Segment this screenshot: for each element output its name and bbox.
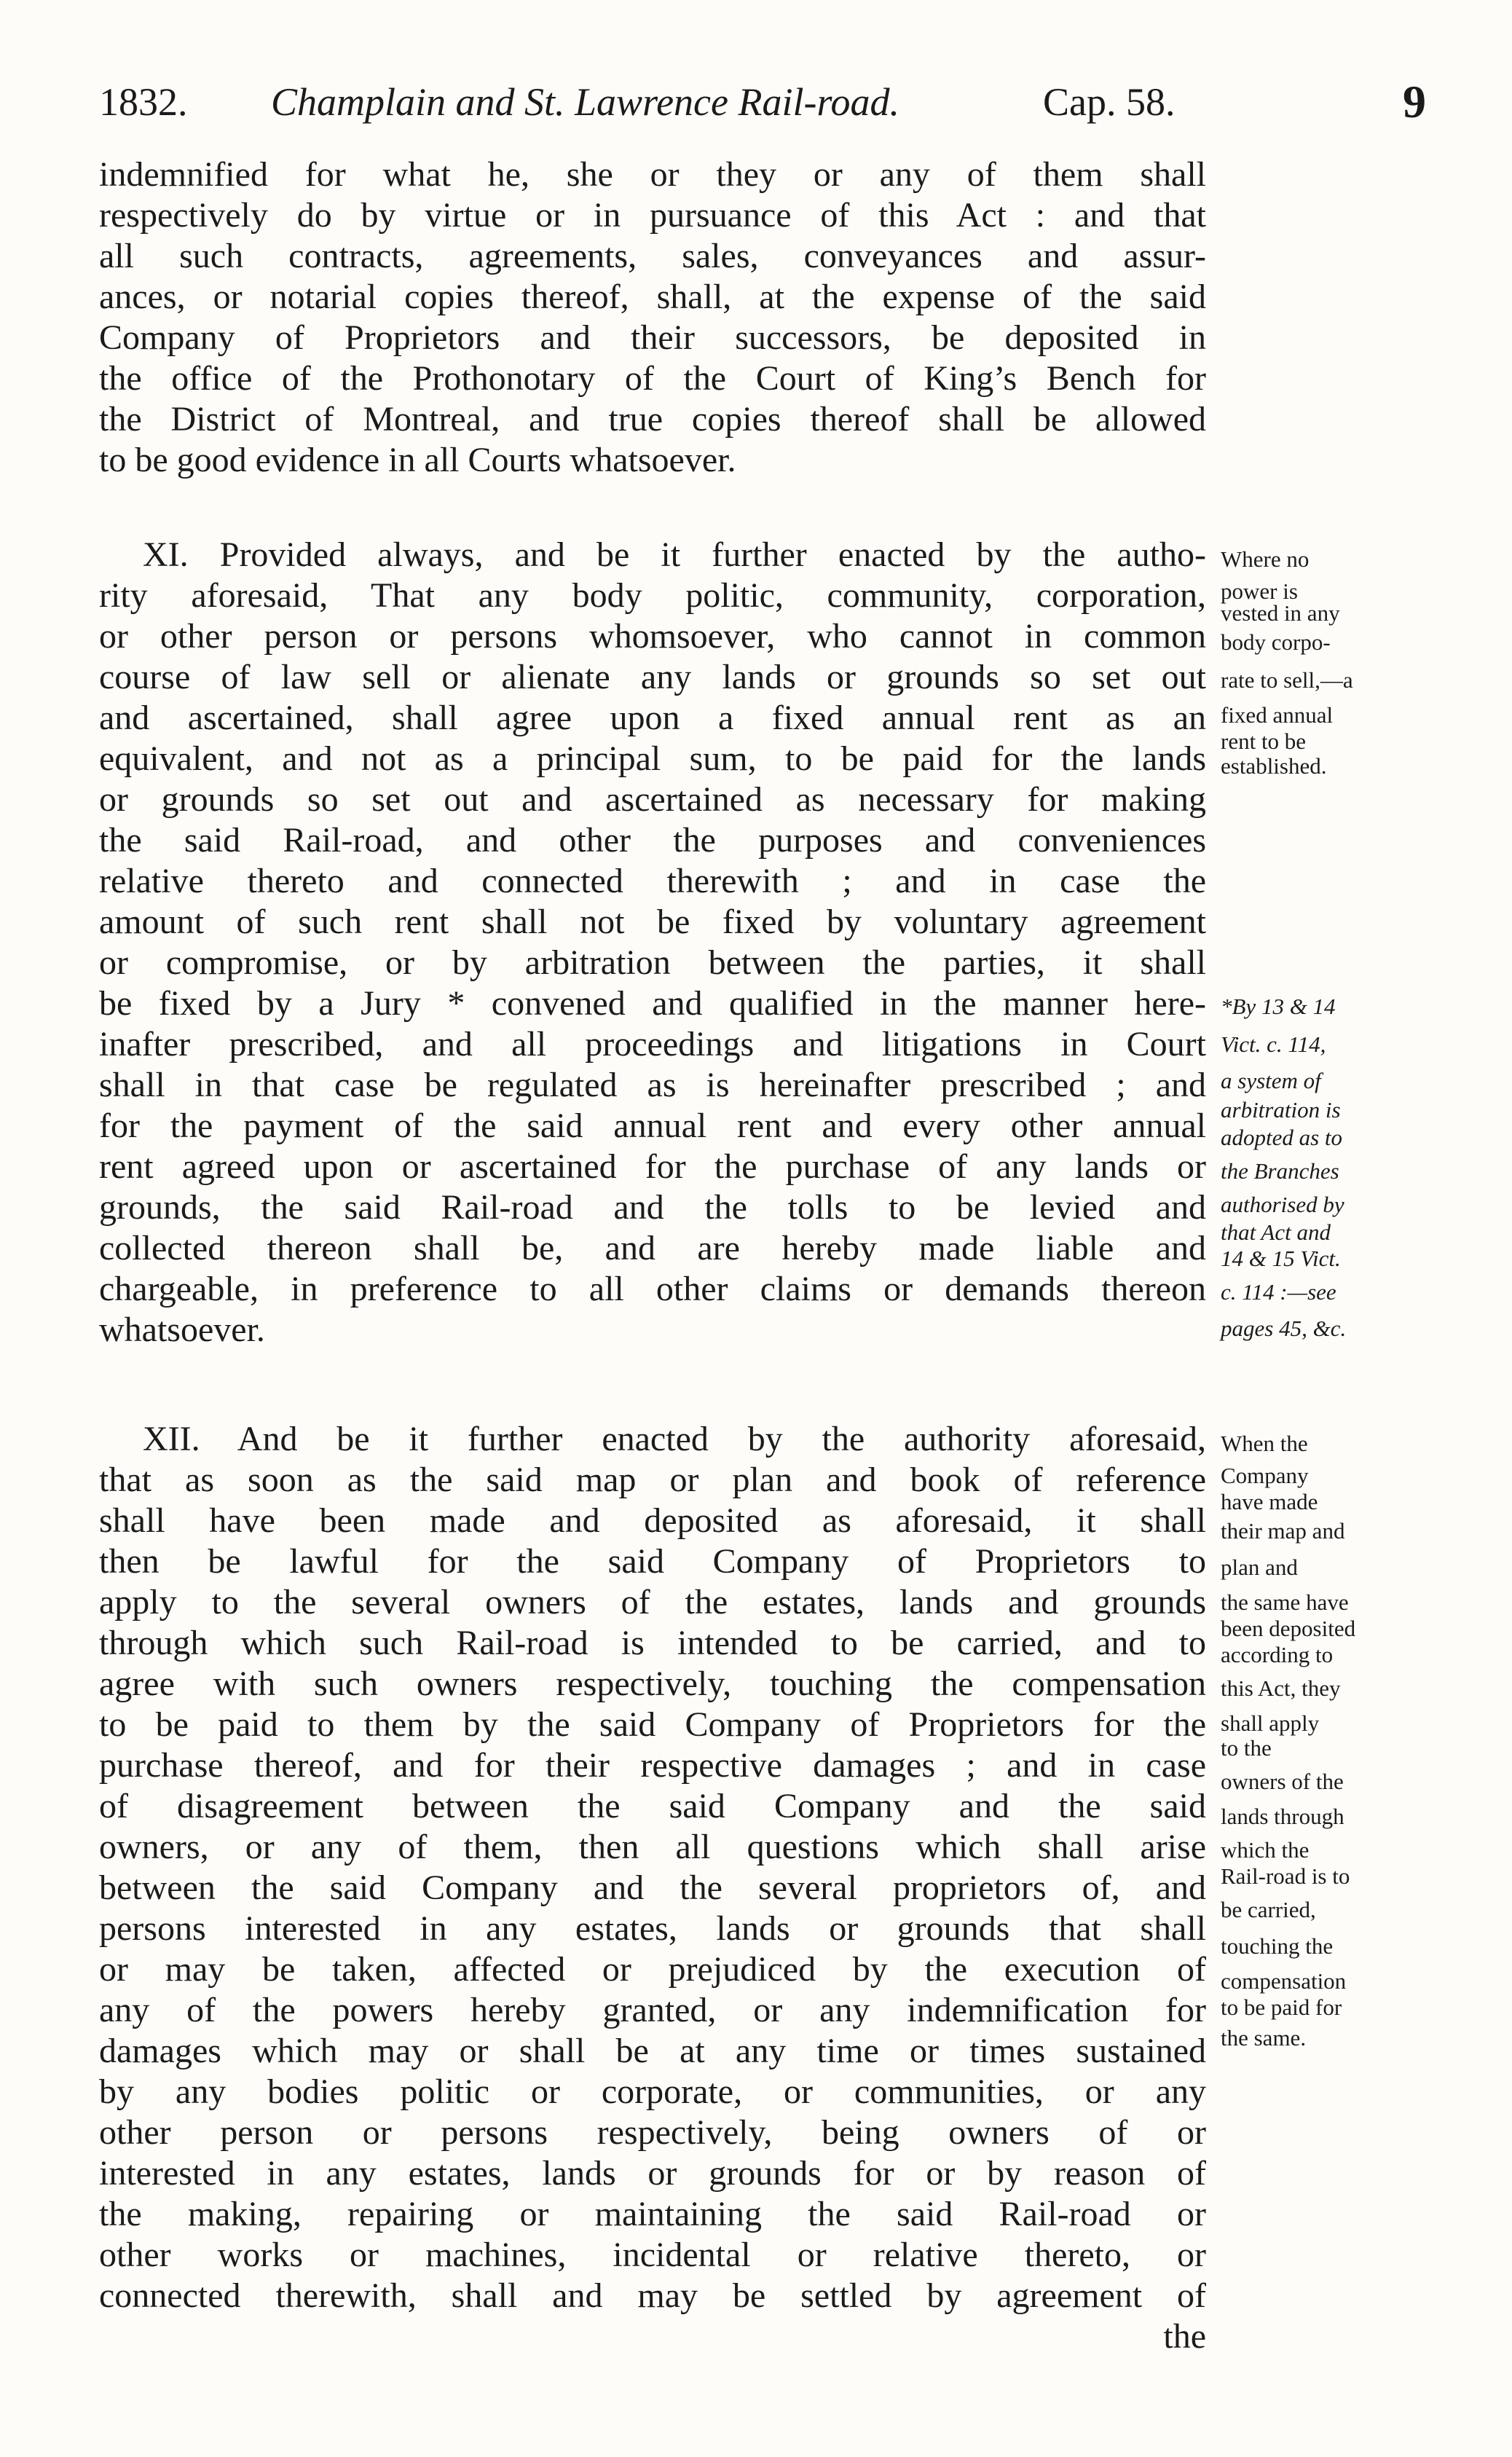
running-header: [99, 73, 1426, 131]
body-line: to be paid to them by the said Company of Proprietors for the: [99, 1705, 1206, 1744]
margin-note-line: rent to be: [1221, 728, 1307, 754]
margin-note-line: 14 & 15 Vict.: [1221, 1246, 1341, 1271]
margin-note-line: vested in any: [1221, 600, 1340, 626]
body-line: or compromise, or by arbitration between the parties, it shall: [99, 943, 1206, 982]
margin-note-line: Vict. c. 114,: [1221, 1031, 1326, 1057]
body-line: relative thereto and connected therewith ; and in case the: [99, 862, 1206, 900]
margin-note-line: their map and: [1221, 1518, 1345, 1544]
margin-note-line: the same.: [1221, 2025, 1307, 2051]
body-line: indemnified for what he, she or they or any of them shall: [99, 155, 1206, 194]
margin-note-line: the Branches: [1221, 1158, 1339, 1184]
body-line: the said Rail-road, and other the purposes and conveniences: [99, 821, 1206, 860]
margin-note-line: have made: [1221, 1489, 1318, 1514]
body-line: be fixed by a Jury * convened and qualified in the manner here-: [99, 984, 1206, 1023]
margin-note-line: be carried,: [1221, 1897, 1316, 1922]
body-line: for the payment of the said annual rent and every other annual: [99, 1106, 1206, 1145]
section-xii-line: XII. And be it further enacted by the authority aforesaid,: [143, 1420, 1206, 1458]
margin-note-line: plan and: [1221, 1554, 1298, 1580]
body-line: purchase thereof, and for their respective damages ; and in case: [99, 1746, 1206, 1785]
body-line: the District of Montreal, and true copies thereof shall be allowed: [99, 400, 1206, 439]
margin-note-line: this Act, they: [1221, 1675, 1341, 1701]
body-line: amount of such rent shall not be fixed by voluntary agreement: [99, 903, 1206, 941]
section-xi-line: XI. Provided always, and be it further enacted by the autho-: [143, 535, 1206, 574]
margin-note-line: that Act and: [1221, 1219, 1331, 1245]
body-line: course of law sell or alienate any lands or grounds so set out: [99, 658, 1206, 696]
body-line: other person or persons respectively, being owners of or: [99, 2113, 1206, 2152]
body-line: or grounds so set out and ascertained as necessary for making: [99, 780, 1206, 819]
body-line: interested in any estates, lands or grounds for or by reason of: [99, 2154, 1206, 2193]
margin-note-line: fixed annual: [1221, 702, 1334, 728]
page-number: 9: [1403, 76, 1426, 127]
margin-note-line: to be paid for: [1221, 1994, 1342, 2020]
body-line: whatsoever.: [99, 1310, 265, 1349]
body-line: or other person or persons whomsoever, who cannot in common: [99, 617, 1206, 656]
margin-note-line: When the: [1221, 1431, 1308, 1456]
margin-note-line: body corpo-: [1221, 629, 1331, 655]
margin-note-line: shall apply: [1221, 1710, 1320, 1736]
margin-note-line: authorised by: [1221, 1192, 1344, 1217]
header-year: 1832.: [99, 80, 188, 124]
margin-note-line: compensation: [1221, 1968, 1347, 1994]
margin-note-line: Where no: [1221, 546, 1310, 572]
body-line: rent agreed upon or ascertained for the purchase of any lands or: [99, 1147, 1206, 1186]
margin-note-line: been deposited: [1221, 1616, 1356, 1641]
body-line: then be lawful for the said Company of Proprietors to: [99, 1542, 1206, 1581]
margin-note-line: which the: [1221, 1837, 1310, 1863]
margin-note-line: c. 114 :—see: [1221, 1279, 1336, 1305]
body-line: chargeable, in preference to all other claims or demands thereon: [99, 1270, 1206, 1308]
margin-note-line: the same have: [1221, 1589, 1349, 1615]
body-line: other works or machines, incidental or relative thereto, or: [99, 2236, 1206, 2274]
body-line: equivalent, and not as a principal sum, to be paid for the lands: [99, 739, 1206, 778]
body-line: the making, repairing or maintaining the said Rail-road or: [99, 2195, 1206, 2233]
body-line: any of the powers hereby granted, or any indemnification for: [99, 1991, 1206, 2029]
body-line: rity aforesaid, That any body politic, community, corporation,: [99, 576, 1206, 615]
margin-note-line: to the: [1221, 1735, 1272, 1761]
body-line: all such contracts, agreements, sales, conveyances and assur-: [99, 237, 1206, 275]
header-title: Champlain and St. Lawrence Rail-road.: [271, 80, 899, 124]
margin-note-line: established.: [1221, 753, 1327, 779]
body-line: to be good evidence in all Courts whatsoever.: [99, 441, 736, 479]
body-line: of disagreement between the said Company and the said: [99, 1787, 1206, 1825]
body-line: damages which may or shall be at any time or times sustained: [99, 2032, 1206, 2070]
margin-note-line: pages 45, &c.: [1221, 1316, 1347, 1341]
body-line: owners, or any of them, then all questions which shall arise: [99, 1828, 1206, 1866]
margin-note-line: Rail-road is to: [1221, 1863, 1350, 1889]
margin-note-line: arbitration is: [1221, 1097, 1341, 1123]
body-line: inafter prescribed, and all proceedings and litigations in Court: [99, 1025, 1206, 1064]
body-line: between the said Company and the several proprietors of, and: [99, 1868, 1206, 1907]
body-line: shall in that case be regulated as is hereinafter prescribed ; and: [99, 1066, 1206, 1104]
margin-note-line: a system of: [1221, 1068, 1321, 1093]
margin-note-line: power is: [1221, 578, 1298, 604]
margin-note-line: rate to sell,—a: [1221, 667, 1353, 693]
margin-note-line: touching the: [1221, 1933, 1334, 1959]
body-line: collected thereon shall be, and are hereby made liable and: [99, 1229, 1206, 1267]
body-line: connected therewith, shall and may be settled by agreement of: [99, 2276, 1206, 2315]
body-line: Company of Proprietors and their successors, be deposited in: [99, 318, 1206, 357]
body-line: persons interested in any estates, lands or grounds that shall: [99, 1909, 1206, 1948]
margin-note-line: *By 13 & 14: [1221, 994, 1336, 1019]
margin-note-line: adopted as to: [1221, 1125, 1343, 1150]
body-line: by any bodies politic or corporate, or communities, or any: [99, 2072, 1206, 2111]
body-line: apply to the several owners of the estates, lands and grounds: [99, 1583, 1206, 1621]
body-line: ances, or notarial copies thereof, shall, at the expense of the said: [99, 278, 1206, 316]
margin-note-line: lands through: [1221, 1804, 1344, 1829]
header-chapter: Cap. 58.: [1043, 80, 1176, 124]
body-line: respectively do by virtue or in pursuance of this Act : and that: [99, 196, 1206, 235]
body-line: through which such Rail-road is intended to be carried, and to: [99, 1624, 1206, 1662]
catchword: the: [1163, 2317, 1206, 2356]
body-line: grounds, the said Rail-road and the tolls to be levied and: [99, 1188, 1206, 1227]
body-line: shall have been made and deposited as aforesaid, it shall: [99, 1501, 1206, 1540]
margin-note-line: owners of the: [1221, 1769, 1344, 1794]
body-line: agree with such owners respectively, touching the compensation: [99, 1664, 1206, 1703]
margin-note-line: according to: [1221, 1642, 1334, 1667]
margin-note-line: Company: [1221, 1463, 1309, 1488]
body-line: or may be taken, affected or prejudiced by the execution of: [99, 1950, 1206, 1989]
body-line: and ascertained, shall agree upon a fixed annual rent as an: [99, 699, 1206, 737]
body-line: the office of the Prothonotary of the Court of King’s Bench for: [99, 359, 1206, 398]
body-line: that as soon as the said map or plan and book of reference: [99, 1461, 1206, 1499]
